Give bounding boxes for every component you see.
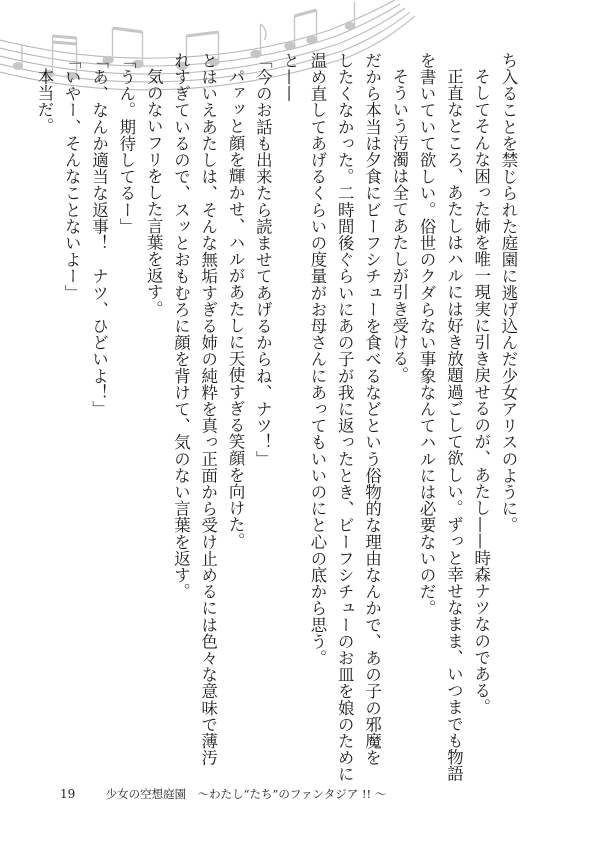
- dialogue-line: 「いやー、そんなことないよー」: [62, 52, 82, 301]
- paragraph: 気のないフリをした言葉を返す。: [144, 68, 164, 318]
- page-number: 19: [60, 787, 76, 801]
- paragraph: そしてそんな困った姉を唯一現実に引き戻せるのが、あたし——時森ナツなのである。: [471, 68, 491, 716]
- paragraph: だから本当は夕食にビーフシチューを食べるなどという俗物的な理由なんかで、あの子の邪魔を: [362, 52, 382, 766]
- paragraph: パァッと顔を輝かせ、ハルがあたしに天使すぎる笑顔を向けた。: [226, 68, 246, 550]
- paragraph: と——: [280, 52, 300, 102]
- paragraph: したくなかった。二時間後ぐらいにあの子が我に返ったとき、ビーフシチューのお皿を娘のために: [335, 52, 355, 783]
- paragraph: 温め直してあげるくらいの度量がお母さんにあってもいいのにと心の底から思う。: [307, 52, 327, 667]
- paragraph: 正直なところ、あたしはハルには好き放題過ごして欲しい。ずっと幸せなまま、いつまでも物語: [444, 68, 464, 783]
- dialogue-line: 「あ、なんか適当な返事！ ナツ、ひどいよ！」: [89, 52, 109, 418]
- book-title: 少女の空想庭園 〜わたし“たち”のファンタジア !! 〜: [105, 787, 387, 801]
- paragraph: とはいえあたしは、そんな無垢すぎる姉の純粋を真っ正面から受け止めるには色々な意味で薄汚: [198, 52, 218, 766]
- paragraph: ち入ることを禁じられた庭園に逃げ込んだ少女アリスのように。: [499, 52, 518, 534]
- paragraph: を書いていて欲しい。俗世のクダらない事象なんてハルには必要ないのだ。: [417, 52, 437, 617]
- dialogue-line: 「うん。期待してるー」: [116, 52, 136, 235]
- body-text: [34, 52, 522, 783]
- paragraph: れすぎているので、スッとおもむろに顔を背けて、気のない言葉を返す。: [171, 52, 191, 600]
- page-footer: [60, 786, 386, 802]
- paragraph: そういう汚濁は全てあたしが引き受ける。: [389, 68, 409, 384]
- paragraph: 本当だ。: [34, 68, 54, 135]
- dialogue-line: 「今のお話も出来たら読ませてあげるからね、ナツ！」: [253, 52, 273, 467]
